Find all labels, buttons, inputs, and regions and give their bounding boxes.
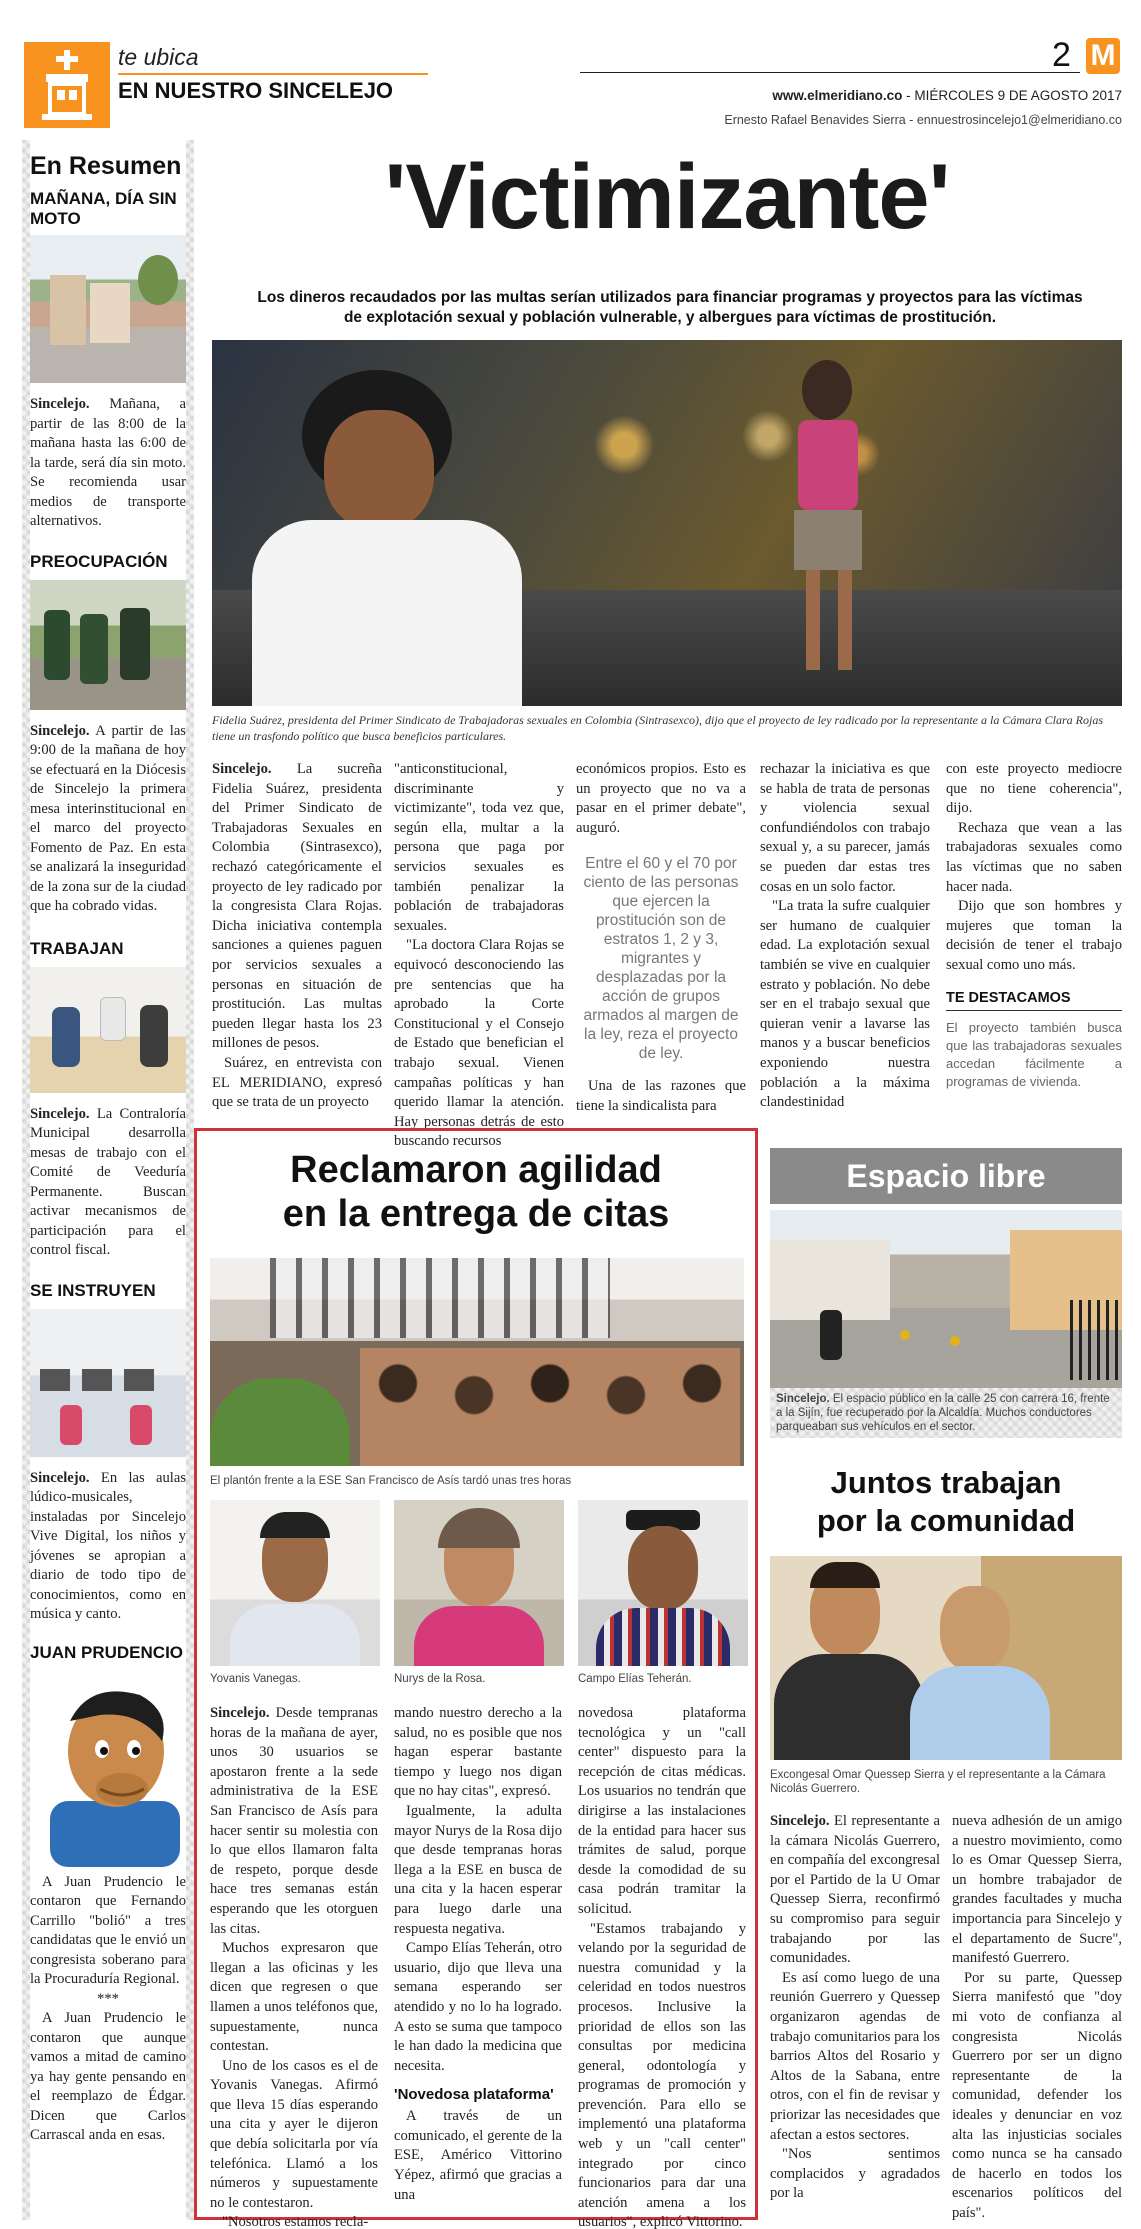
sidebar-head-trabajan: TRABAJAN bbox=[30, 938, 124, 958]
destacamos-head: TE DESTACAMOS bbox=[946, 990, 1122, 1011]
sidebar-text-juan-prudencio-1: A Juan Prudencio le contaron que Fernando Carrillo "bolió" a tres candidatas que le envió un congresista soberano para la Procuraduría Regional. bbox=[30, 1873, 186, 1987]
main-photo-caption: Fidelia Suárez, presidenta del Primer Sindicato de Trabajadoras sexuales en Colombia (Sintrasexco), dijo que el proyecto de ley radicado por la representante a la Cámara Clara Rojas tiene un trasfondo político que busca beneficios particulares. bbox=[212, 713, 1103, 743]
portrait-nurys bbox=[394, 1500, 564, 1666]
main-col-3: económicos propios. Esto es un proyecto que no va a pasar en el primer debate", auguró. Entre el 60 y el 70 por ciento de las personas que ejercen la prostitución son de estratos 1, 2 y 3, migrantes y desplazadas por la acción de grupos armados al margen de la ley, reza el proyecto de ley. Una de las razones que tiene la sindicalista para bbox=[576, 761, 746, 1114]
sidebar-text-preocupacion: Sincelejo. A partir de las 9:00 de la mañana de hoy se efectuará en la Diócesis de Sincelejo la primera mesa interinstitucional en el marco del proyecto Fomento de Paz. En esta se analizará la inseguridad de la zona sur de la ciudad que ha cobrado vidas. bbox=[30, 722, 186, 914]
citas-col-3: novedosa plataforma tecnológica y un "call center" dispuesto para la recepción de citas médicas. Los usuarios no tendrán que dirigirse a las instalaciones de la entidad para hacer sus trámites de salud, porque desde la comodidad de su casa podrán tramitar la solicitud. "Estamos trabajando y velando por la seguridad de nuestra comunidad y la celeridad en todos nuestros procesos. Inclusive la prioridad de ellos son las consultas por medicina general, odontología y programas de promoción y prevención. Para ello se implementó una plataforma web y un "call center" integrado por cinco funcionarios para dar una atención amena a los usuarios", explicó Vittorino. bbox=[578, 1705, 746, 2229]
citas-col-2: mando nuestro derecho a la salud, no es posible que nos hagan esperar bastante tiempo y luego nos digan que no hay citas", expresó. Igualmente, la adulta mayor Nurys de la Rosa dijo que desde tempranas horas llega a la ESE en busca de una cita y la hacen esperar para luego darle una respuesta negativa. Campo Elías Teherán, otro usuario, dijo que lleva una semana esperando ser atendido y no lo ha logrado. A esto se suma que tampoco le han dado la medicina que necesita. 'Novedosa plataforma' A través de un comunicado, el gerente de la ESE, Américo Vittorino Yépez, afirmó que gracias a una bbox=[394, 1705, 562, 2203]
juntos-headline: Juntos trabajan por la comunidad bbox=[816, 1465, 1076, 1538]
main-col-4: rechazar la iniciativa es que se habla de trata de personas y violencia sexual confundiéndolos con trabajo sexual y, a su parecer, jamás se pueden dar estas tres cosas en un solo factor. "La trata la sufre cualquier ser humano de cualquier edad. La explotación sexual también se vive en cualquier estrato y población. No debe ser en el trabajo sexual que quieran venir a lavarse las manos y a buscar beneficios exponiendo nuestra población a la máxima clandestinidad bbox=[760, 761, 930, 1111]
juan-prudencio-cartoon bbox=[30, 1671, 186, 1867]
destacamos-text: El proyecto también busca que las trabajadoras sexuales accedan fácilmente a programas de vivienda. bbox=[946, 1019, 1122, 1089]
sidebar-head-juan-prudencio: JUAN PRUDENCIO bbox=[30, 1642, 184, 1662]
main-col-1: Sincelejo. La sucreña Fidelia Suárez, presidenta del Primer Sindicato de Trabajadoras Sexuales en Colombia (Sintrasexco), rechazó categóricamente el proyecto de ley radicado por la congresista Clara Rojas. Dicha iniciativa contempla sanciones a quienes paguen por servicios sexuales a personas en situación de prostitución. Las multas pueden llegar hasta los 23 millones de pesos. Suárez, en entrevista con EL MERIDIANO, expresó que se trata de un proyecto bbox=[212, 761, 382, 1111]
page-number: 2 bbox=[1052, 36, 1071, 74]
main-col-2: "anticonstitucional, discriminante y victimizante", toda vez que, según ella, multar a la persona que paga por servicios sexuales es también penalizar la población de trabajadoras sexuales. "La doctora Clara Rojas se equivocó desconociendo las pre sentencias que ha aprobado la Corte Constitucional y el Consejo de Estado que benefician el trabajo sexual. Vienen campañas políticas y han querido llamar la atención. Hay personas detrás de esto buscando recursos bbox=[394, 761, 564, 1150]
portrait-caption-campo-elias: Campo Elías Teherán. bbox=[578, 1673, 692, 1685]
portrait-campo-elias bbox=[578, 1500, 748, 1666]
sidebar-head-se-instruyen: SE INSTRUYEN bbox=[30, 1280, 156, 1300]
juntos-col-2: nueva adhesión de un amigo a nuestro movimiento, como lo es Omar Quessep Sierra, un hombre trabajador de grandes facultades y mucha importancia para Sincelejo y el departamento de Sucre", manifestó Guerrero. Por su parte, Quessep Sierra manifestó que "doy mi voto de confianza al congresista Nicolás Guerrero por ser un digno representante de la comunidad, defender los ideales y denunciar en voz alta las injusticias sociales como nunca se ha cansado de hacerlo en todos los escenarios políticos del país". bbox=[952, 1813, 1122, 2221]
church-icon bbox=[24, 42, 110, 128]
portrait-caption-nurys: Nurys de la Rosa. bbox=[394, 1673, 486, 1685]
section-tag-small: te ubica bbox=[118, 44, 199, 70]
header-site-date bbox=[660, 88, 1122, 103]
main-headline: 'Victimizante' bbox=[384, 146, 950, 248]
main-pullquote: Entre el 60 y el 70 por ciento de las personas que ejercen la prostitución son de estratos 1, 2 y 3, migrantes y desplazadas por la acción de grupos armados al margen de la ley, reza el proyecto de ley. bbox=[583, 855, 739, 1063]
section-divider bbox=[118, 73, 428, 75]
sidebar bbox=[30, 140, 186, 2220]
brand-logo: M bbox=[1086, 38, 1120, 74]
protest-photo bbox=[210, 1258, 744, 1466]
sidebar-title: En Resumen bbox=[30, 152, 182, 180]
police-motorcycles-photo bbox=[30, 580, 186, 710]
header-author: Ernesto Rafael Benavides Sierra - ennuestrosincelejo1@elmeridiano.co bbox=[724, 113, 1122, 127]
header-date: - MIÉRCOLES 9 DE AGOSTO 2017 bbox=[902, 88, 1122, 103]
section-tag-big: EN NUESTRO SINCELEJO bbox=[118, 78, 394, 103]
classroom-photo bbox=[30, 1309, 186, 1457]
street-space-photo bbox=[770, 1210, 1122, 1388]
politicians-photo bbox=[770, 1556, 1122, 1760]
espacio-title-bar: Espacio libre bbox=[770, 1148, 1122, 1204]
main-col-5: con este proyecto mediocre que no tiene coherencia", dijo. Rechaza que vean a las trabajadoras sexuales como las víctimas que no saben hacer nada. Dijo que son hombres y mujeres que toman la decisión de tener el trabajo sexual como uno más. TE DESTACAMOS El proyecto también busca que las trabajadoras sexuales accedan fácilmente a programas de vivienda. bbox=[946, 761, 1122, 1089]
sidebar-stars: *** bbox=[97, 1990, 119, 2007]
main-photo bbox=[212, 340, 1122, 706]
espacio-caption: Sincelejo. El espacio público en la calle 25 con carrera 16, frente a la Sijín, fue recuperado por la Alcaldía. Muchos conductores parqueaban sus vehículos en el sector. bbox=[776, 1393, 1110, 1433]
sidebar-text-se-instruyen: Sincelejo. En las aulas lúdico-musicales, instaladas por Sincelejo Vive Digital, los niños y jóvenes se apropian a diario de todo tipo de conocimientos, como en música y canto. bbox=[30, 1469, 186, 1622]
sidebar-text-dia-sin-moto: Sincelejo. Mañana, a partir de las 8:00 de la mañana hasta las 6:00 de la tarde, será día sin moto. Se recomienda usar medios de transporte alternativos. bbox=[30, 396, 186, 529]
politicians-caption: Excongesal Omar Quessep Sierra y el representante a la Cámara Nicolás Guerrero. bbox=[770, 1769, 1106, 1795]
header-rule bbox=[580, 72, 1080, 73]
portrait-caption-yovanis: Yovanis Vanegas. bbox=[210, 1673, 301, 1685]
sidebar-text-trabajan: Sincelejo. La Contraloría Municipal desarrolla mesas de trabajo con el Comité de Veeduría Permanente. Buscan activar mecanismos de participación para el control fiscal. bbox=[30, 1105, 186, 1258]
protest-photo-caption: El plantón frente a la ESE San Francisco de Asís tardó unas tres horas bbox=[210, 1475, 572, 1487]
sidebar-text-juan-prudencio-2: A Juan Prudencio le contaron que aunque vamos a mitad de camino ya hay gente pensando en el reemplazo de Édgar. Dicen que Carlos Carrascal anda en esas. bbox=[30, 2010, 186, 2143]
sidebar-head-dia-sin-moto: MAÑANA, DÍA SIN MOTO bbox=[30, 189, 177, 228]
main-subhead: Los dineros recaudados por las multas serían utilizados para financiar programas y proyectos para las víctimas de explotación sexual y población vulnerable, y albergues para víctimas de prostitución. bbox=[257, 289, 1083, 326]
portrait-yovanis bbox=[210, 1500, 380, 1666]
site-url[interactable]: www.elmeridiano.co bbox=[772, 88, 903, 103]
meeting-photo bbox=[30, 967, 186, 1093]
street-photo bbox=[30, 235, 186, 383]
juntos-col-1: Sincelejo. El representante a la cámara Nicolás Guerrero, en compañía del excongresal por el Partido de la U Omar Quessep Sierra, reconfirmó su compromiso para seguir trabajando por las comunidades. Es así como luego de una reunión Guerrero y Quessep organizaron agendas de trabajo comunitarios para los barrios Altos del Rosario y Altos de la Sabana, entre otros, con el fin de revisar y priorizar las necesidades que afectan a estos sectores. "Nos sentimos complacidos y agradados por la bbox=[770, 1813, 940, 2202]
citas-subhead: 'Novedosa plataforma' bbox=[394, 2086, 554, 2104]
citas-headline: Reclamaron agilidad en la entrega de citas bbox=[282, 1149, 670, 1235]
citas-col-1: Sincelejo. Desde tempranas horas de la mañana de ayer, unos 30 usuarios se apostaron frente a la sede administrativa de la ESE San Francisco de Asís para hacer sentir su molestia con lo que ellos llamaron falta de respeto, porque desde hace tres semanas están esperando que les otorguen las citas. Muchos expresaron que llegan a las oficinas y les dicen que regresen o que llamen a unos teléfonos que, supuestamente, nunca contestan. Uno de los casos es el de Yovanis Vanegas. Afirmó que lleva 15 días esperando una cita y ayer le dijeron que debía solicitarla por vía telefónica. Llamó a los números y supuestamente no le contestaron. "Nosotros estamos recla- bbox=[210, 1705, 378, 2229]
sidebar-head-preocupacion: PREOCUPACIÓN bbox=[30, 551, 168, 571]
section-logo bbox=[24, 42, 110, 128]
